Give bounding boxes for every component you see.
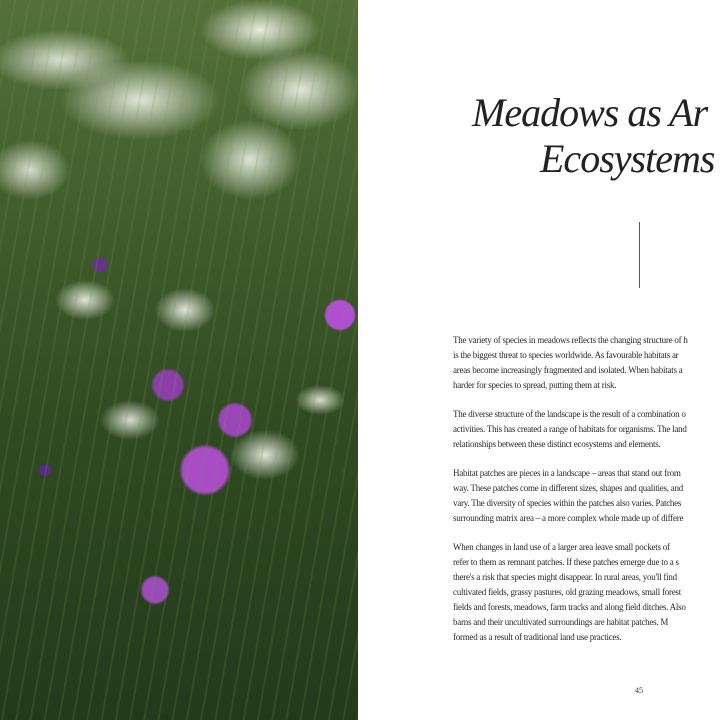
text-line: vary. The diversity of species within the patches also varies. Patches	[453, 498, 682, 508]
text-line: is the biggest threat to species worldwide. As favourable habitats ar	[453, 350, 679, 360]
text-line: formed as a result of traditional land use practices.	[453, 632, 622, 642]
body-text	[453, 333, 718, 659]
chapter-title-line-1: Meadows as Ar	[472, 90, 708, 135]
text-line: areas become increasingly fragmented and isolated. When habitats a	[453, 365, 683, 375]
paragraph	[453, 407, 718, 452]
text-line: there's a risk that species might disappear. In rural areas, you'll find	[453, 572, 677, 582]
meadow-flowers-photo	[0, 0, 358, 720]
text-line: surrounding matrix area – a more complex whole made up of differe	[453, 513, 684, 523]
text-line: barns and their uncultivated surroundings are habitat patches. M	[453, 617, 669, 627]
text-line: relationships between these distinct ecosystems and elements.	[453, 439, 661, 449]
text-line: cultivated fields, grassy pastures, old grazing meadows, small forest	[453, 587, 681, 597]
chapter-title-line-2: Ecosystems	[540, 136, 715, 181]
text-line: activities. This has created a range of habitats for organisms. The land	[453, 424, 687, 434]
text-line: When changes in land use of a larger area leave small pockets of	[453, 542, 670, 552]
paragraph	[453, 333, 718, 393]
paragraph	[453, 466, 718, 526]
text-line: fields and forests, meadows, farm tracks and along field ditches. Also	[453, 602, 686, 612]
text-line: The variety of species in meadows reflects the changing structure of h	[453, 335, 688, 345]
text-line: refer to them as remnant patches. If these patches emerge due to a s	[453, 557, 679, 567]
text-line: way. These patches come in different sizes, shapes and qualities, and	[453, 483, 684, 493]
title-divider	[639, 222, 640, 288]
page-number: 45	[635, 686, 643, 695]
text-line: Habitat patches are pieces in a landscape – areas that stand out from	[453, 468, 681, 478]
text-line: The diverse structure of the landscape is the result of a combination o	[453, 409, 686, 419]
paragraph	[453, 540, 718, 645]
text-line: harder for species to spread, putting them at risk.	[453, 380, 617, 390]
